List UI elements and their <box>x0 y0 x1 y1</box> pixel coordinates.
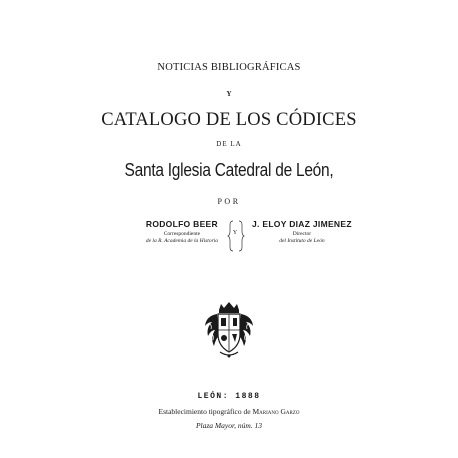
author-joiner: Y <box>232 230 238 236</box>
author-left-role: Correspondiente <box>163 231 201 237</box>
catalogo-title: CATALOGO DE LOS CÓDICES <box>101 110 357 130</box>
author-left-name: RODOLFO BEER <box>145 219 218 229</box>
printer-address: Plaza Mayor, núm. 13 <box>195 421 263 430</box>
conjunction-y: Y <box>226 90 232 98</box>
author-right-role: Director <box>292 231 312 237</box>
author-left <box>146 219 218 247</box>
author-right <box>252 219 352 247</box>
printer-name: Mariano Garzo <box>252 407 300 416</box>
author-right-institution: del Instituto de León <box>279 238 325 244</box>
iglesia-title: Santa Iglesia Catedral de León, <box>124 160 334 180</box>
author-right-name: J. ELOY DIAZ JIMENEZ <box>252 219 352 229</box>
por-text: POR <box>217 197 241 206</box>
printer-line <box>0 407 458 416</box>
place-year: LEÓN: 1888 <box>197 392 261 401</box>
brace-divider-icon <box>226 219 246 253</box>
noticias-title: NOTICIAS BIBLIOGRÁFICAS <box>157 62 301 73</box>
authors-block <box>0 219 458 251</box>
coat-of-arms-icon <box>202 300 256 360</box>
de-la-text: DE LA <box>216 140 242 148</box>
printer-prefix: Establecimiento tipográfico de <box>158 407 253 416</box>
author-left-institution: de la R. Academia de la Historia <box>145 238 218 244</box>
